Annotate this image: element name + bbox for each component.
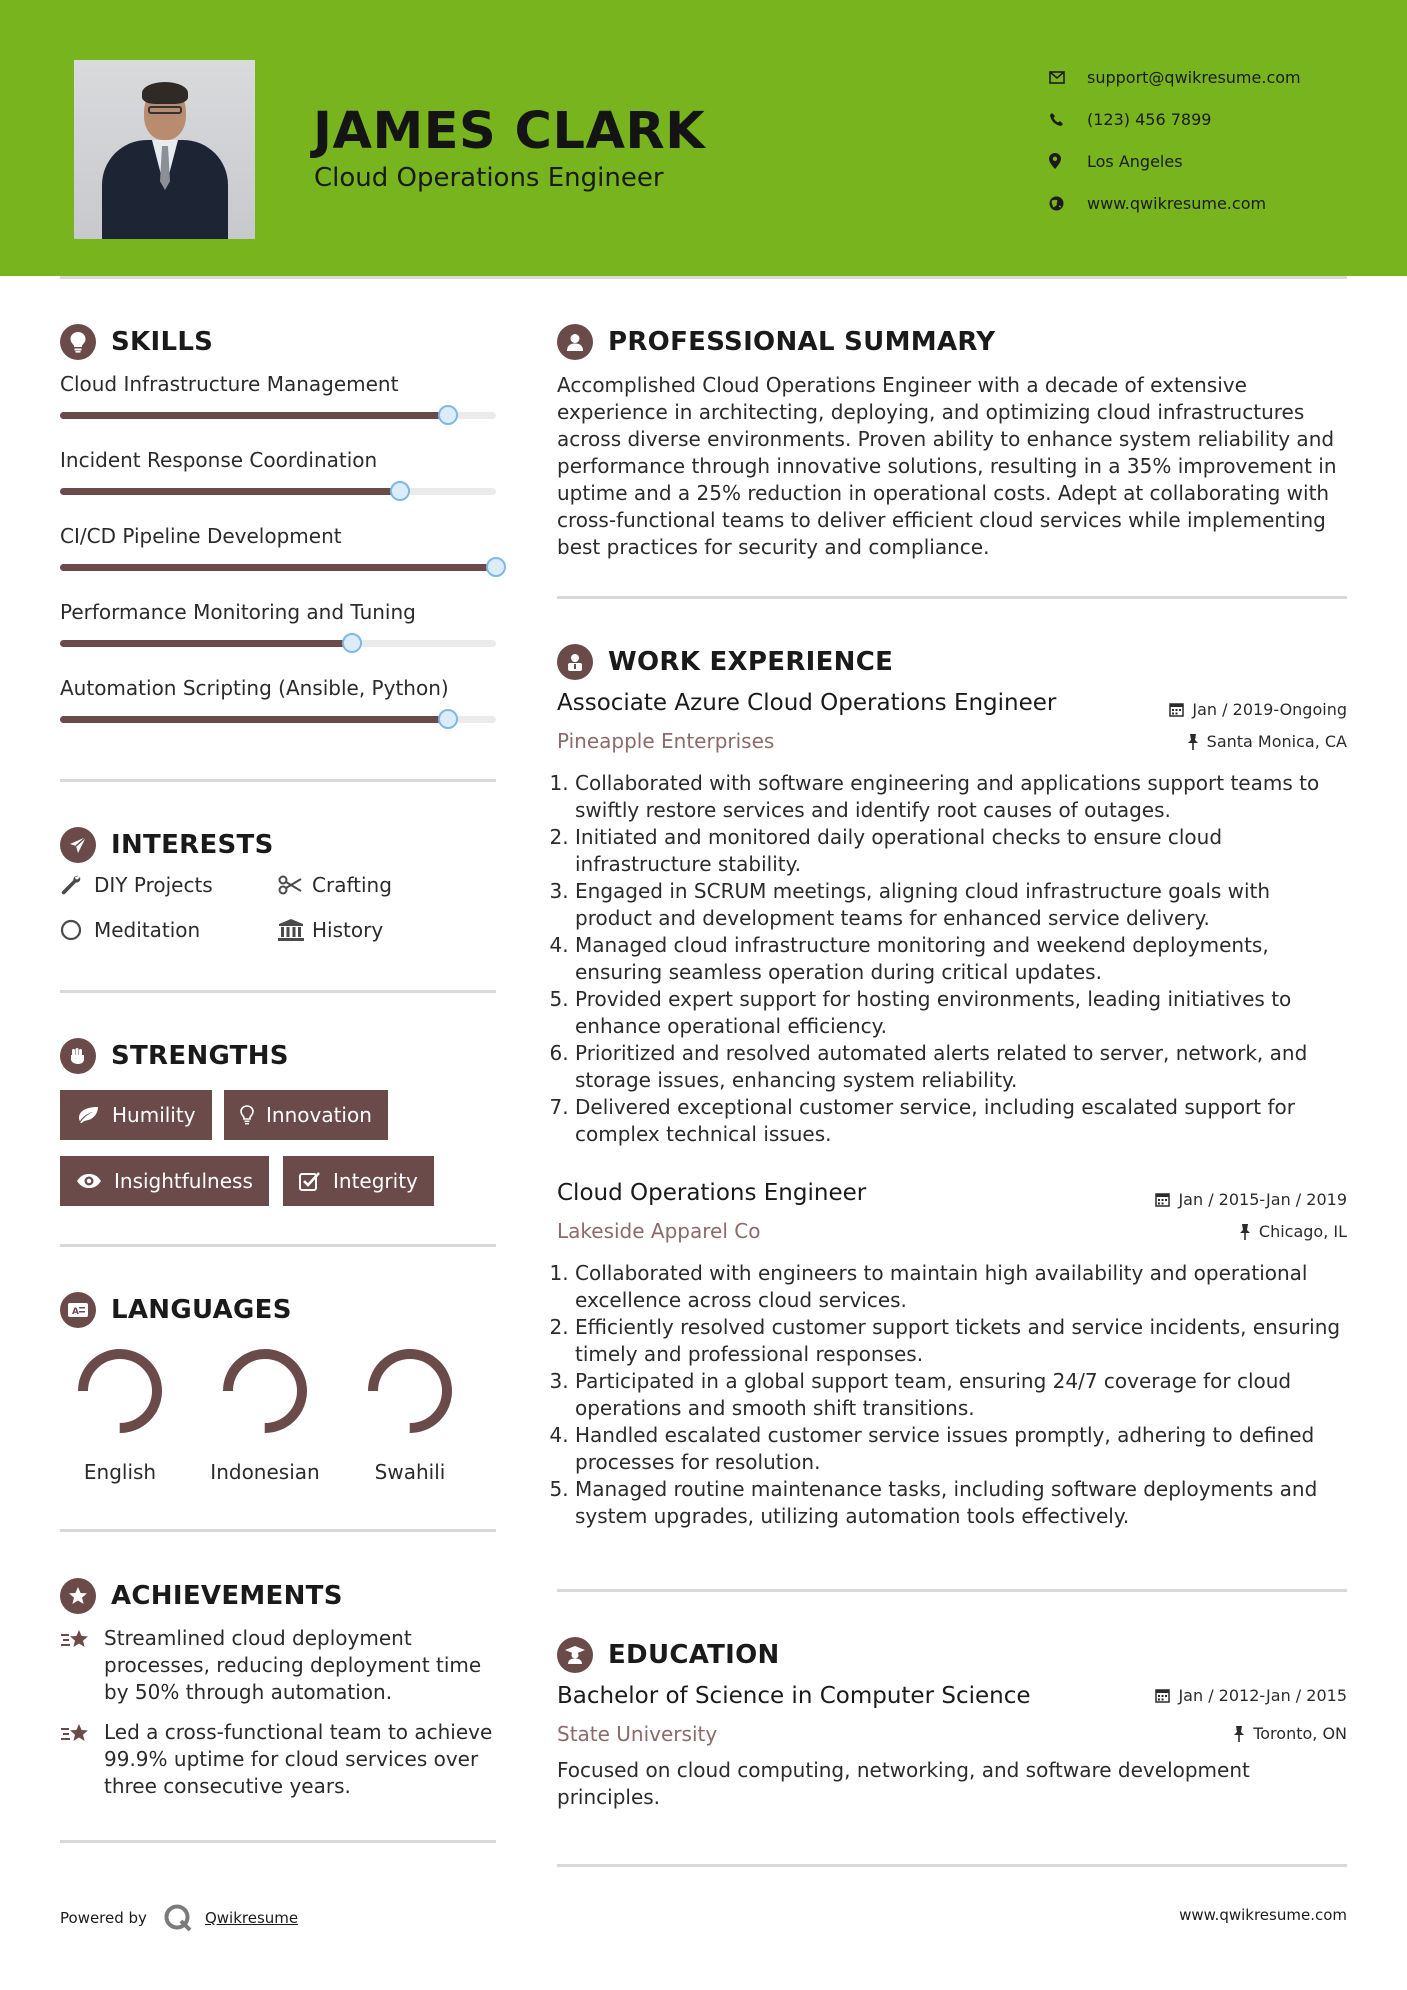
eye-icon [76, 1173, 102, 1189]
envelope-icon [1049, 71, 1087, 84]
job-title: Associate Azure Cloud Operations Engineer [557, 690, 1057, 716]
language-level-arc [83, 1354, 157, 1428]
scissors-icon [278, 875, 312, 895]
achievement-item: Led a cross-functional team to achieve 99.9% uptime for cloud services over three consecutive years. [60, 1719, 500, 1800]
interest-item: DIY Projects [60, 873, 213, 897]
languages-heading: A LANGUAGES [60, 1292, 292, 1328]
language-label: Indonesian [210, 1460, 320, 1484]
skill-label: Cloud Infrastructure Management [60, 372, 399, 396]
contact-website[interactable] [1049, 182, 1301, 224]
duty-item: 6. Prioritized and resolved automated alerts related to server, network, and storage issues, enhancing system reliability. [575, 1040, 1347, 1094]
education-location: Toronto, ON [1233, 1724, 1347, 1743]
contact-email-text: support@qwikresume.com [1087, 67, 1301, 87]
hand-fist-icon [60, 1038, 96, 1074]
candidate-role: Cloud Operations Engineer [314, 163, 664, 193]
education-heading: EDUCATION [557, 1637, 780, 1673]
skill-level-knob [342, 633, 362, 653]
education-divider [557, 1864, 1347, 1867]
pushpin-icon [1239, 1224, 1251, 1240]
education-description: Focused on cloud computing, networking, and software development principles. [557, 1758, 1250, 1809]
job-duties [557, 1260, 1347, 1530]
language-item [350, 1346, 470, 1484]
graduate-icon [557, 1637, 593, 1673]
duty-item: 1. Collaborated with software engineering and applications support teams to swiftly restore services and identify root causes of outages. [575, 770, 1347, 824]
job-dates: Jan / 2015-Jan / 2019 [1155, 1190, 1347, 1209]
qwikresume-logo-icon [163, 1903, 193, 1933]
footer-url[interactable]: www.qwikresume.com [1179, 1906, 1347, 1924]
contact-phone-text: (123) 456 7899 [1087, 109, 1212, 129]
contact-email[interactable] [1049, 56, 1301, 98]
language-label: English [83, 1460, 157, 1484]
experience-divider [557, 1589, 1347, 1592]
calendar-icon [1169, 702, 1184, 717]
powered-by-label: Powered by [60, 1909, 147, 1927]
job-location: Santa Monica, CA [1187, 732, 1347, 751]
footer-powered-by [60, 1903, 298, 1933]
header-divider [60, 276, 1347, 279]
briefcase-user-icon [557, 644, 593, 680]
job-title: Cloud Operations Engineer [557, 1180, 867, 1206]
summary-divider [557, 596, 1347, 599]
calendar-icon [1155, 1192, 1170, 1207]
language-label: Swahili [374, 1460, 446, 1484]
phone-icon [1049, 112, 1087, 127]
skill-level-knob [438, 405, 458, 425]
user-icon [557, 324, 593, 360]
interest-item: Meditation [60, 918, 200, 942]
contact-phone[interactable] [1049, 98, 1301, 140]
skill-item [60, 448, 496, 472]
duty-item: 3. Participated in a global support team, ensuring 24/7 coverage for cloud operations and smooth shift transitions. [575, 1368, 1347, 1422]
skill-item [60, 600, 496, 624]
language-item [60, 1346, 180, 1484]
qwikresume-link[interactable]: Qwikresume [204, 1909, 299, 1927]
summary-text: Accomplished Cloud Operations Engineer with a decade of extensive experience in architecting, deploying, and optimizing cloud infrastructures across diverse environments. Proven ability to enhance system reliability and performance through innovative solutions, resulting in a 35% improvement in uptime and a 25% reduction in operational costs. Adept at collaborating with cross-functional teams to deliver efficient cloud services while implementing best practices for security and compliance. [557, 373, 1337, 559]
language-item [205, 1346, 325, 1484]
duty-item: 7. Delivered exceptional customer service, including escalated support for complex technical issues. [575, 1094, 1347, 1148]
summary-heading: PROFESSIONAL SUMMARY [557, 324, 995, 360]
pushpin-icon [1233, 1726, 1245, 1742]
strength-chip: Humility [60, 1090, 212, 1140]
duty-item: 4. Managed cloud infrastructure monitoring and weekend deployments, ensuring seamless operation during critical updates. [575, 932, 1347, 986]
education-degree: Bachelor of Science in Computer Science [557, 1683, 1031, 1709]
leaf-icon [76, 1106, 100, 1124]
education-school: State University [557, 1722, 718, 1746]
contact-list [1049, 56, 1301, 224]
lightbulb-icon [240, 1105, 254, 1125]
contact-website-text: www.qwikresume.com [1087, 193, 1267, 213]
skill-level-knob [486, 557, 506, 577]
interests-heading: INTERESTS [60, 827, 274, 863]
skill-label: CI/CD Pipeline Development [60, 524, 342, 548]
skill-label: Automation Scripting (Ansible, Python) [60, 676, 449, 700]
strengths-divider [60, 1244, 496, 1247]
achievements-divider [60, 1840, 496, 1843]
skill-level-bar [60, 412, 496, 419]
achievement-item: Streamlined cloud deployment processes, reducing deployment time by 50% through automation. [60, 1625, 500, 1706]
circle-icon [60, 919, 94, 941]
language-level-ring [365, 1346, 455, 1436]
skill-label: Performance Monitoring and Tuning [60, 600, 416, 624]
job-duties [557, 770, 1347, 1148]
duty-item: 4. Handled escalated customer service issues promptly, adhering to defined processes for resolution. [575, 1422, 1347, 1476]
language-level-arc [373, 1354, 447, 1428]
shooting-star-icon [60, 1719, 104, 1800]
calendar-icon [1155, 1688, 1170, 1703]
job-dates: Jan / 2019-Ongoing [1169, 700, 1347, 719]
duty-item: 1. Collaborated with engineers to maintain high availability and operational excellence across cloud services. [575, 1260, 1347, 1314]
languages-divider [60, 1529, 496, 1532]
strength-chip: Insightfulness [60, 1156, 269, 1206]
job-company: Lakeside Apparel Co [557, 1219, 761, 1243]
skill-level-knob [438, 709, 458, 729]
interests-divider [60, 990, 496, 993]
job-company: Pineapple Enterprises [557, 729, 775, 753]
duty-item: 5. Provided expert support for hosting environments, leading initiatives to enhance operational efficiency. [575, 986, 1347, 1040]
job-location: Chicago, IL [1239, 1222, 1347, 1241]
map-pin-icon [1049, 153, 1087, 169]
svg-text:A: A [72, 1307, 80, 1317]
profile-photo [74, 60, 255, 239]
skill-level-knob [390, 481, 410, 501]
skill-level-bar [60, 564, 496, 571]
skills-divider [60, 779, 496, 782]
contact-location [1049, 140, 1301, 182]
strength-chip: Innovation [224, 1090, 388, 1140]
skills-heading: SKILLS [60, 324, 213, 360]
contact-location-text: Los Angeles [1087, 151, 1183, 171]
paper-plane-icon [60, 827, 96, 863]
strength-chip: Integrity [283, 1156, 434, 1206]
skill-level-bar [60, 716, 496, 723]
skill-level-bar [60, 640, 496, 647]
language-level-ring [75, 1346, 165, 1436]
achievements-heading: ACHIEVEMENTS [60, 1578, 343, 1614]
skill-level-bar [60, 488, 496, 495]
check-square-icon [299, 1171, 321, 1191]
globe-icon [1049, 196, 1087, 211]
candidate-name: JAMES CLARK [313, 102, 706, 161]
wrench-icon [60, 874, 94, 896]
language-level-ring [220, 1346, 310, 1436]
duty-item: 3. Engaged in SCRUM meetings, aligning cloud infrastructure goals with product and development teams for enhanced service delivery. [575, 878, 1347, 932]
interest-item: History [278, 918, 383, 942]
language-icon [60, 1292, 96, 1328]
skill-item [60, 372, 496, 396]
pushpin-icon [1187, 734, 1199, 750]
strengths-heading: STRENGTHS [60, 1038, 289, 1074]
shooting-star-icon [60, 1625, 104, 1706]
bank-icon [278, 919, 312, 941]
education-dates: Jan / 2012-Jan / 2015 [1155, 1686, 1347, 1705]
language-level-arc [228, 1354, 302, 1428]
skill-item [60, 524, 496, 548]
duty-item: 2. Efficiently resolved customer support tickets and service incidents, ensuring timely and professional responses. [575, 1314, 1347, 1368]
skill-label: Incident Response Coordination [60, 448, 378, 472]
interest-item: Crafting [278, 873, 392, 897]
skill-item [60, 676, 496, 700]
duty-item: 2. Initiated and monitored daily operational checks to ensure cloud infrastructure stability. [575, 824, 1347, 878]
star-icon [60, 1578, 96, 1614]
duty-item: 5. Managed routine maintenance tasks, including software deployments and system upgrades, utilizing automation tools effectively. [575, 1476, 1347, 1530]
experience-heading: WORK EXPERIENCE [557, 644, 893, 680]
lightbulb-icon [60, 324, 96, 360]
